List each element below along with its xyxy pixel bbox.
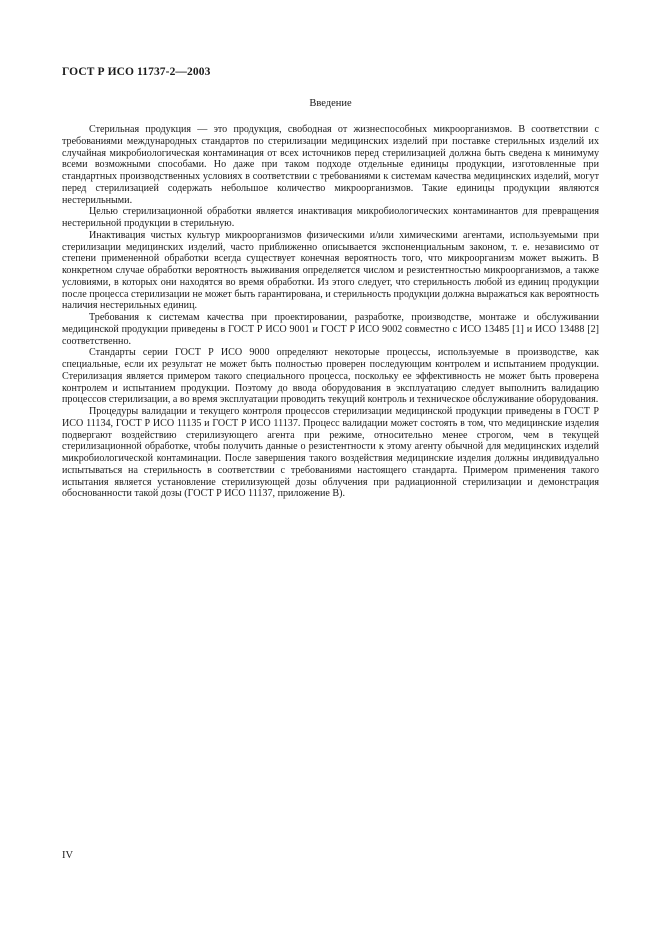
paragraph: Стандарты серии ГОСТ Р ИСО 9000 определяют некоторые процессы, используемые в производстве, как специальные, если их результат не может быть полностью проверен последующим контролем и испытанием продукции. Стерилизация является примером такого специального процесса, поскольку ее эффективность не может быть проверена контролем и испытанием продукции. Поэтому до ввода оборудования в эксплуатацию следует выполнить валидацию процессов стерилизации, а во время эксплуатации проводить текущий контроль и техническое обслуживание оборудования. xyxy=(62,347,599,406)
paragraph: Целью стерилизационной обработки является инактивация микробиологических контаминантов для превращения нестерильной продукции в стерильную. xyxy=(62,206,599,229)
paragraph: Инактивация чистых культур микроорганизмов физическими и/или химическими агентами, используемыми при стерилизации медицинских изделий, часто приближенно описывается экспоненциальным законом, т. е. независимо от степени примененной обработки всегда существует конечная вероятность того, что микроорганизм может выжить. В конкретном случае обработки вероятность выживания определяется числом и резистентностью микроорганизмов, а также условиями, в которых они находятся во время обработки. Из этого следует, что стерильность любой из единиц продукции после процесса стерилизации не может быть гарантирована, и стерильность продукции должна выражаться как вероятность наличия нестерильных единиц. xyxy=(62,229,599,312)
paragraph: Процедуры валидации и текущего контроля процессов стерилизации медицинской продукции приведены в ГОСТ Р ИСО 11134, ГОСТ Р ИСО 11135 и ГОСТ Р ИСО 11137. Процесс валидации может состоять в том, что медицинские изделия подвергают воздействию стерилизующего агента при режиме, относительно менее строгом, чем в текущей стерилизационной обработке, чтобы получить данные о резистентности к этому агенту обычной для медицинских изделий микробиологической контаминации. После завершения такого воздействия медицинские изделия должны индивидуально испытываться на стерильность в соответствии с требованиями настоящего стандарта. Примером применения такого испытания является установление стерилизующей дозы облучения при радиационной стерилизации и демонстрация обоснованности такой дозы (ГОСТ Р ИСО 11137, приложение В). xyxy=(62,406,599,500)
paragraph: Стерильная продукция — это продукция, свободная от жизнеспособных микроорганизмов. В соответствии с требованиями международных стандартов по стерилизации медицинских изделий при поставке стерильных изделий их случайная микробиологическая контаминация от всех источников перед стерилизацией должна быть сведена к минимуму всеми возможными способами. Но даже при таком подходе отдельные единицы продукции, изготовленные при стандартных производственных условиях в соответствии с требованиями к системам качества медицинских изделий, могут перед стерилизацией содержать небольшое количество микроорганизмов. Такие единицы продукции являются нестерильными. xyxy=(62,124,599,206)
introduction-body xyxy=(62,124,599,500)
page-number: IV xyxy=(62,850,74,861)
paragraph: Требования к системам качества при проектировании, разработке, производстве, монтаже и обслуживании медицинской продукции приведены в ГОСТ Р ИСО 9001 и ГОСТ Р ИСО 9002 совместно с ИСО 13485 [1] и ИСО 13488 [2] соответственно. xyxy=(62,312,599,347)
section-title: Введение xyxy=(309,98,352,109)
document-code: ГОСТ Р ИСО 11737-2—2003 xyxy=(62,66,211,78)
